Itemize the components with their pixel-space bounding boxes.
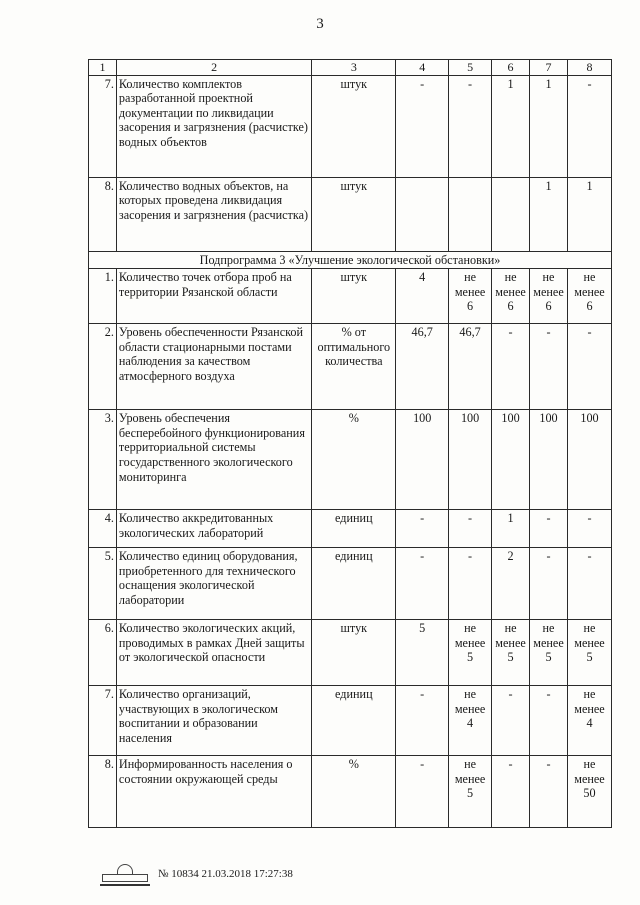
indicator-name: Количество экологических акций, проводимых в рамках Дней защиты от экологической опасности	[116, 620, 311, 686]
column-header: 1	[89, 60, 117, 76]
value-v4: 5	[396, 620, 449, 686]
value-v6: 1	[492, 75, 530, 177]
value-v7: не менее 6	[530, 269, 568, 324]
value-v5: 46,7	[449, 324, 492, 410]
value-v5: не менее 4	[449, 686, 492, 756]
value-v8: -	[567, 75, 611, 177]
indicator-name: Уровень обеспечения бесперебойного функционирования территориальной системы государственного экологического мониторинга	[116, 410, 311, 510]
value-v8: -	[567, 324, 611, 410]
unit: %	[312, 410, 396, 510]
value-v4: -	[396, 510, 449, 548]
subprogram-title: Подпрограмма 3 «Улучшение экологической обстановки»	[89, 251, 612, 269]
table-row	[89, 510, 612, 548]
value-v7: 1	[530, 177, 568, 251]
row-number: 8.	[89, 756, 117, 828]
value-v8: не менее 5	[567, 620, 611, 686]
value-v5: -	[449, 510, 492, 548]
value-v8: 100	[567, 410, 611, 510]
value-v8: -	[567, 548, 611, 620]
value-v7: -	[530, 324, 568, 410]
value-v4: 46,7	[396, 324, 449, 410]
subprogram-row	[89, 251, 612, 269]
value-v6: не менее 5	[492, 620, 530, 686]
page-number: 3	[316, 16, 324, 32]
table-header-row	[89, 60, 612, 76]
unit: единиц	[312, 686, 396, 756]
value-v7: не менее 5	[530, 620, 568, 686]
row-number: 4.	[89, 510, 117, 548]
table-row	[89, 756, 612, 828]
value-v6: 2	[492, 548, 530, 620]
value-v5: не менее 6	[449, 269, 492, 324]
value-v7: -	[530, 686, 568, 756]
row-number: 3.	[89, 410, 117, 510]
value-v5	[449, 177, 492, 251]
column-header: 3	[312, 60, 396, 76]
value-v8: не менее 6	[567, 269, 611, 324]
value-v7: -	[530, 756, 568, 828]
table-row	[89, 324, 612, 410]
value-v6	[492, 177, 530, 251]
value-v8: не менее 50	[567, 756, 611, 828]
value-v7: 1	[530, 75, 568, 177]
document-footer	[100, 862, 293, 886]
unit: штук	[312, 75, 396, 177]
value-v6: 1	[492, 510, 530, 548]
unit: штук	[312, 269, 396, 324]
government-building-icon	[100, 862, 150, 886]
value-v4: 100	[396, 410, 449, 510]
value-v4: -	[396, 75, 449, 177]
value-v4	[396, 177, 449, 251]
table-row	[89, 686, 612, 756]
value-v6: -	[492, 324, 530, 410]
indicator-name: Уровень обеспеченности Рязанской области стационарными постами наблюдения за качеством атмосферного воздуха	[116, 324, 311, 410]
column-header: 6	[492, 60, 530, 76]
value-v7: -	[530, 548, 568, 620]
value-v8: 1	[567, 177, 611, 251]
unit: % от оптимального количества	[312, 324, 396, 410]
unit: штук	[312, 620, 396, 686]
indicator-name: Количество единиц оборудования, приобретенного для технического оснащения экологической лаборатории	[116, 548, 311, 620]
value-v7: 100	[530, 410, 568, 510]
unit: единиц	[312, 548, 396, 620]
value-v5: 100	[449, 410, 492, 510]
document-registration: № 10834 21.03.2018 17:27:38	[158, 868, 293, 880]
indicator-name: Количество организаций, участвующих в экологическом воспитании и образовании населения	[116, 686, 311, 756]
row-number: 7.	[89, 686, 117, 756]
table-row	[89, 548, 612, 620]
column-header: 5	[449, 60, 492, 76]
column-header: 2	[116, 60, 311, 76]
table-row	[89, 177, 612, 251]
value-v6: не менее 6	[492, 269, 530, 324]
value-v6: -	[492, 686, 530, 756]
table-row	[89, 620, 612, 686]
indicator-name: Количество аккредитованных экологических лабораторий	[116, 510, 311, 548]
indicator-name: Информированность населения о состоянии окружающей среды	[116, 756, 311, 828]
row-number: 8.	[89, 177, 117, 251]
value-v8: -	[567, 510, 611, 548]
value-v5: -	[449, 75, 492, 177]
value-v8: не менее 4	[567, 686, 611, 756]
row-number: 7.	[89, 75, 117, 177]
value-v4: -	[396, 548, 449, 620]
row-number: 2.	[89, 324, 117, 410]
row-number: 6.	[89, 620, 117, 686]
value-v4: 4	[396, 269, 449, 324]
indicator-name: Количество комплектов разработанной проектной документации по ликвидации засорения и загрязнения (расчистке) водных объектов	[116, 75, 311, 177]
value-v5: не менее 5	[449, 620, 492, 686]
indicator-name: Количество точек отбора проб на территории Рязанской области	[116, 269, 311, 324]
column-header: 8	[567, 60, 611, 76]
indicators-table	[88, 59, 612, 828]
value-v5: не менее 5	[449, 756, 492, 828]
unit: единиц	[312, 510, 396, 548]
value-v6: 100	[492, 410, 530, 510]
table-row	[89, 410, 612, 510]
value-v7: -	[530, 510, 568, 548]
indicator-name: Количество водных объектов, на которых проведена ликвидация засорения и загрязнения (расчистка)	[116, 177, 311, 251]
row-number: 5.	[89, 548, 117, 620]
unit: штук	[312, 177, 396, 251]
value-v5: -	[449, 548, 492, 620]
unit: %	[312, 756, 396, 828]
column-header: 7	[530, 60, 568, 76]
row-number: 1.	[89, 269, 117, 324]
table-row	[89, 75, 612, 177]
value-v4: -	[396, 686, 449, 756]
column-header: 4	[396, 60, 449, 76]
table-row	[89, 269, 612, 324]
value-v4: -	[396, 756, 449, 828]
value-v6: -	[492, 756, 530, 828]
